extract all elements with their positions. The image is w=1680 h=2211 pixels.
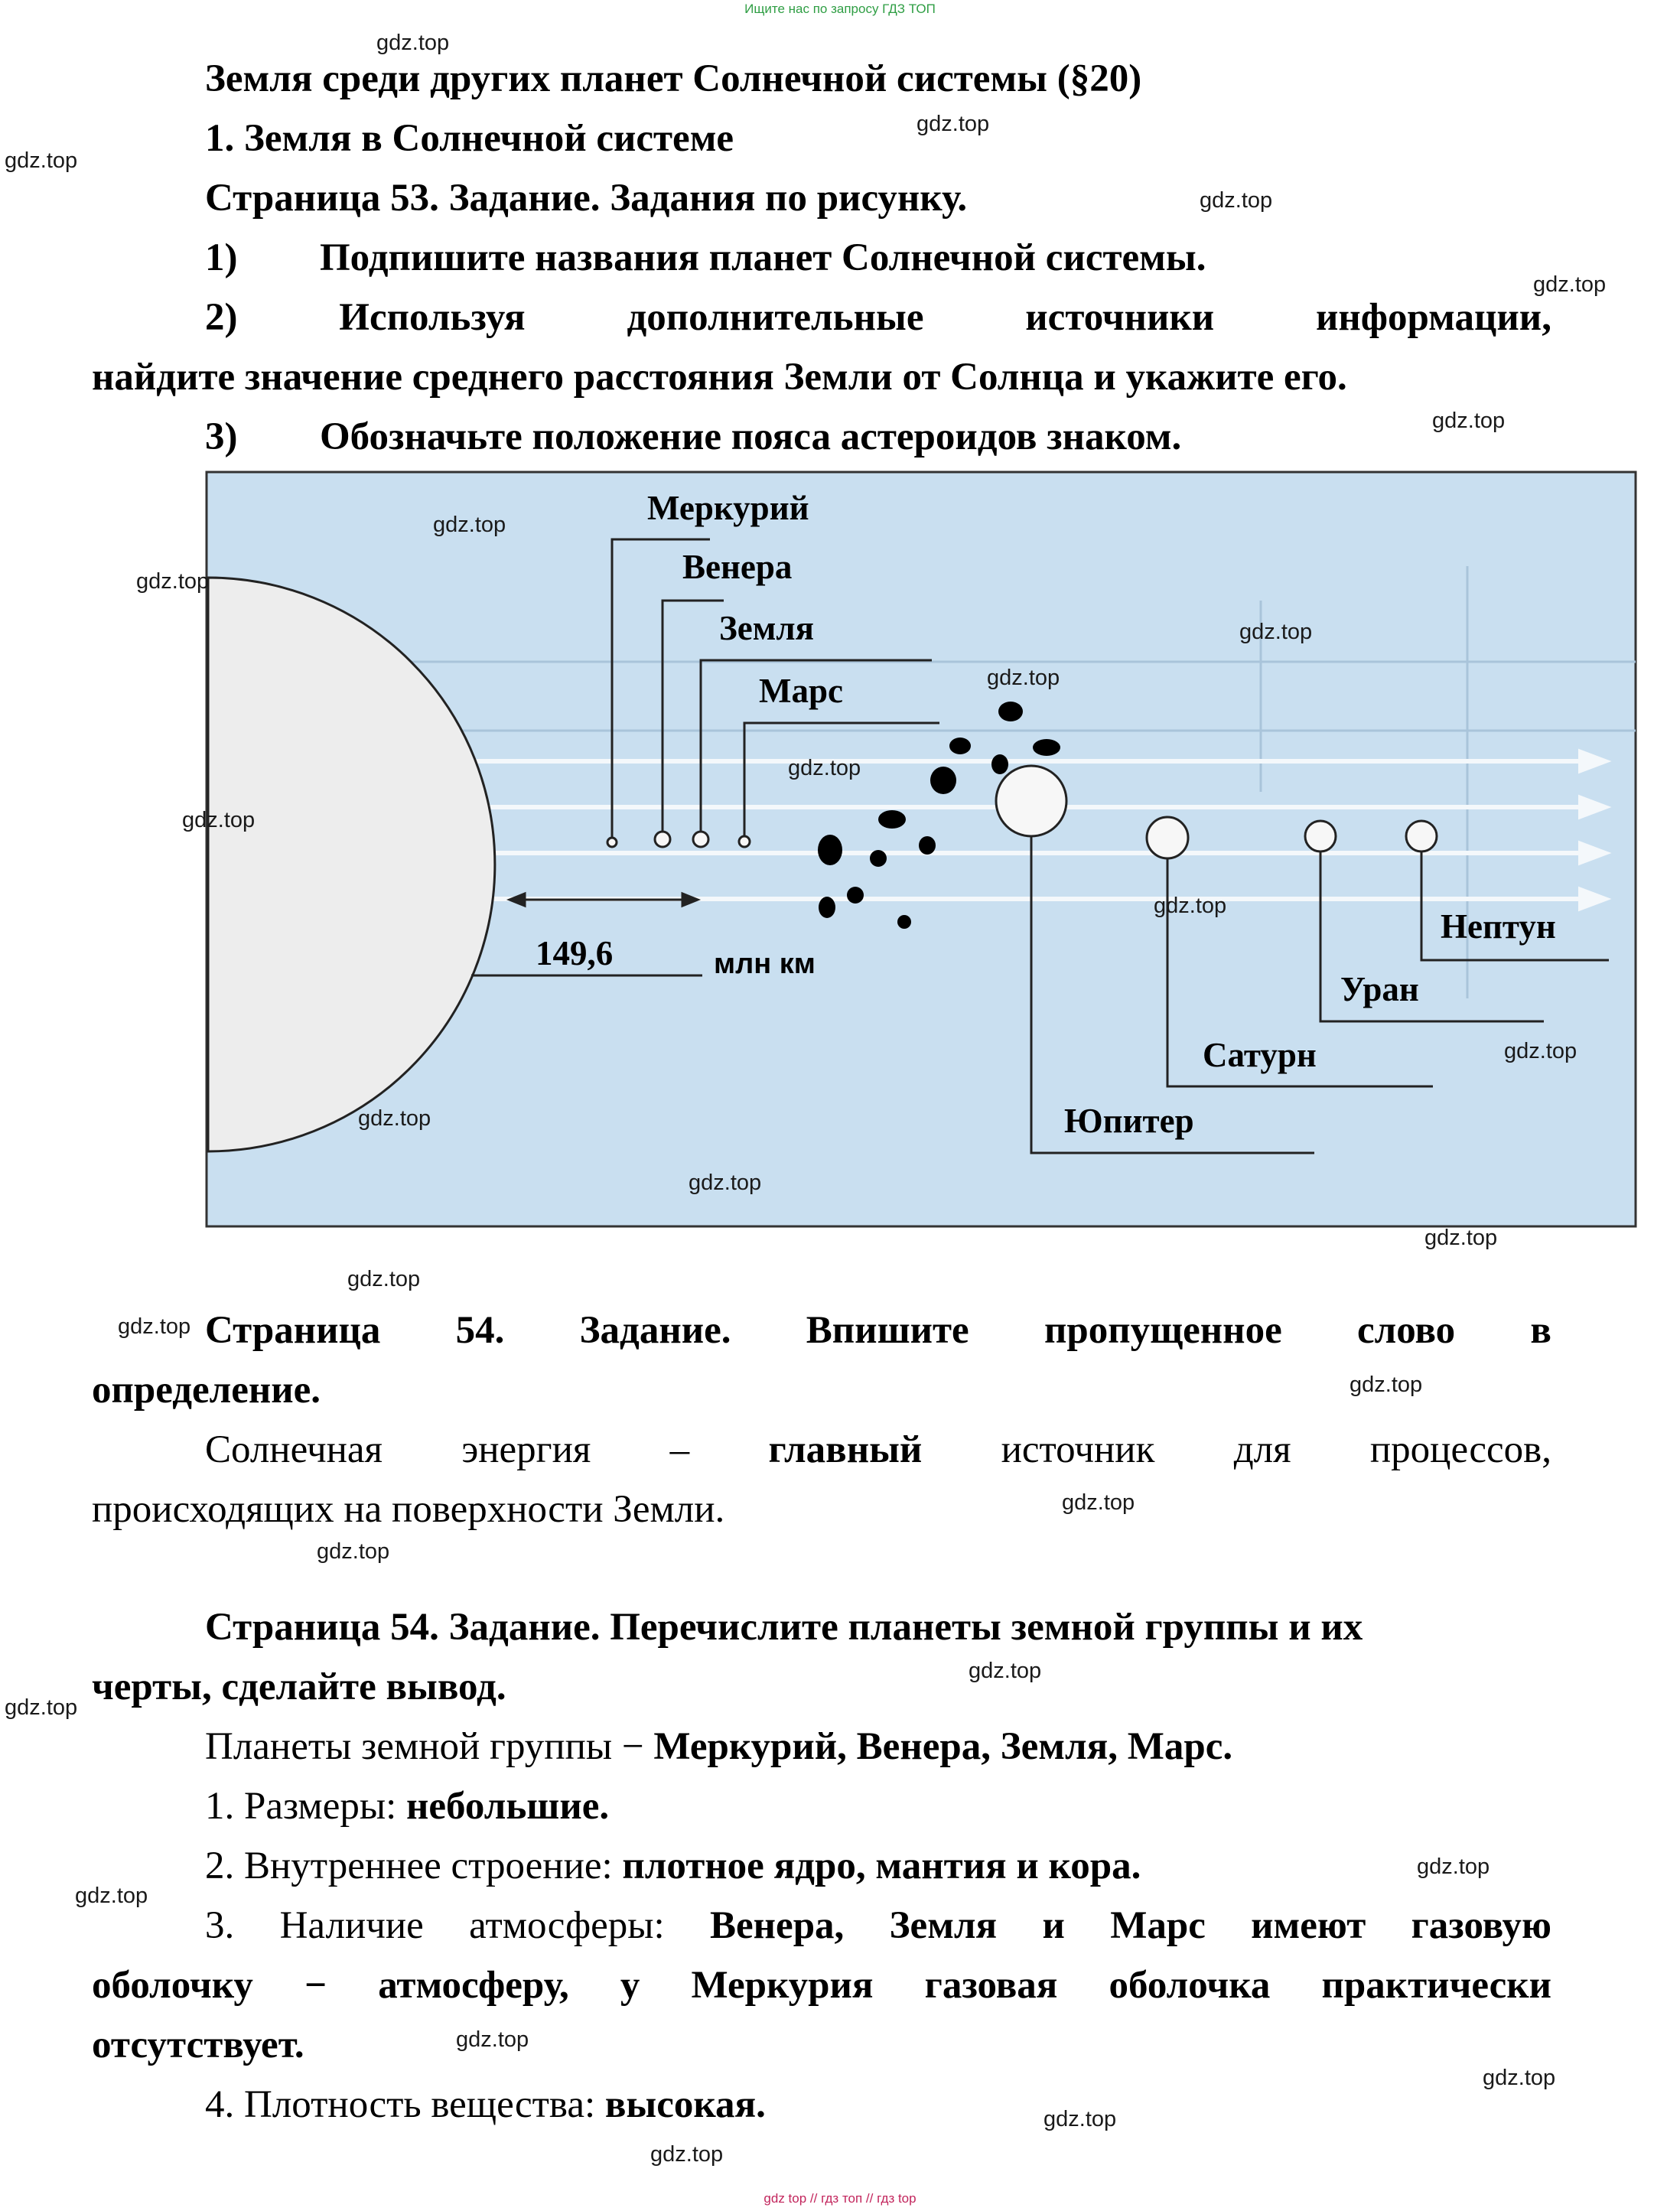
planet-earth: [693, 832, 708, 847]
distance-value: 149,6: [536, 934, 614, 972]
watermark: gdz.top: [788, 756, 861, 780]
watermark: gdz.top: [1432, 409, 1506, 433]
watermark: gdz.top: [433, 513, 506, 537]
task2-heading-line2: определение.: [92, 1369, 321, 1412]
watermark: gdz.top: [5, 1695, 78, 1720]
bottom-banner: gdz top // гдз топ // гдз top: [763, 2191, 917, 2206]
top-banner: Ищите нас по запросу ГДЗ ТОП: [744, 2, 936, 16]
watermark: gdz.top: [1483, 2066, 1556, 2090]
planet-venus: [655, 832, 670, 847]
label-earth: Земля: [719, 609, 814, 647]
task1-item-3: 3) Обозначьте положение пояса астероидов знаком.: [205, 415, 1182, 458]
page-title: Земля среди других планет Солнечной системы (§20): [205, 57, 1142, 100]
watermark: gdz.top: [1154, 894, 1227, 918]
task1-heading: Страница 53. Задание. Задания по рисунку.: [205, 177, 968, 220]
watermark: gdz.top: [456, 2027, 529, 2052]
task3-heading-line2: черты, сделайте вывод.: [92, 1666, 506, 1708]
watermark: gdz.top: [917, 112, 990, 136]
watermark: gdz.top: [1239, 620, 1313, 644]
task2-heading-line1: Страница 54. Задание. Впишите пропущенное слово в: [205, 1309, 1551, 1352]
watermark: gdz.top: [182, 808, 256, 832]
label-uranus: Уран: [1340, 970, 1419, 1008]
watermark: gdz.top: [75, 1884, 148, 1908]
watermark: gdz.top: [650, 2142, 724, 2167]
feature-atmosphere-line2: оболочку − атмосферу, у Меркурия газовая оболочка практически: [92, 1964, 1551, 2007]
label-saturn: Сатурн: [1203, 1036, 1317, 1074]
label-venus: Венера: [682, 548, 793, 586]
planet-mercury: [607, 838, 617, 847]
distance-unit: млн км: [714, 948, 816, 980]
watermark: gdz.top: [1043, 2107, 1117, 2131]
label-jupiter: Юпитер: [1064, 1102, 1194, 1140]
watermark: gdz.top: [1504, 1039, 1577, 1063]
task2-answer-line1: Солнечная энергия – главный источник для процессов,: [205, 1420, 1551, 1480]
watermark: gdz.top: [358, 1106, 431, 1131]
watermark: gdz.top: [1417, 1854, 1490, 1879]
planet-uranus: [1305, 821, 1336, 852]
answer-missing-word: главный: [768, 1428, 923, 1471]
section-title: 1. Земля в Солнечной системе: [205, 117, 734, 160]
watermark: gdz.top: [136, 569, 210, 594]
watermark: gdz.top: [1533, 272, 1607, 297]
watermark: gdz.top: [969, 1659, 1042, 1683]
watermark: gdz.top: [1062, 1490, 1135, 1515]
planet-jupiter: [996, 766, 1066, 836]
task1-item-2-line2: найдите значение среднего расстояния Земли от Солнца и укажите его.: [92, 356, 1347, 399]
label-neptune: Нептун: [1441, 907, 1556, 946]
task3-intro: Планеты земной группы − Меркурий, Венера, Земля, Марс.: [205, 1725, 1233, 1768]
task3-heading-line1: Страница 54. Задание. Перечислите планеты земной группы и их: [205, 1606, 1363, 1649]
task2-answer-line2: происходящих на поверхности Земли.: [92, 1488, 725, 1531]
feature-size: 1. Размеры: небольшие.: [205, 1785, 610, 1828]
label-mars: Марс: [759, 672, 843, 710]
watermark: gdz.top: [376, 31, 450, 55]
watermark: gdz.top: [118, 1314, 191, 1339]
task1-item-1: 1) Подпишите названия планет Солнечной системы.: [205, 236, 1206, 279]
task1-item-2-line1: 2) Используя дополнительные источники информации,: [205, 296, 1551, 339]
watermark: gdz.top: [987, 666, 1060, 690]
feature-atmosphere-line3: отсутствует.: [92, 2024, 304, 2066]
feature-density: 4. Плотность вещества: высокая.: [205, 2083, 766, 2126]
planet-neptune: [1406, 821, 1437, 852]
feature-atmosphere-line1: 3. Наличие атмосферы: Венера, Земля и Марс имеют газовую: [205, 1904, 1551, 1947]
watermark: gdz.top: [1424, 1226, 1498, 1250]
watermark: gdz.top: [1200, 188, 1273, 213]
planet-mars: [739, 836, 750, 847]
feature-structure: 2. Внутреннее строение: плотное ядро, мантия и кора.: [205, 1845, 1141, 1887]
watermark: gdz.top: [1350, 1373, 1423, 1397]
label-mercury: Меркурий: [647, 489, 809, 527]
watermark: gdz.top: [689, 1171, 762, 1195]
watermark: gdz.top: [347, 1267, 421, 1291]
planet-saturn: [1147, 817, 1188, 858]
watermark: gdz.top: [5, 148, 78, 173]
watermark: gdz.top: [317, 1539, 390, 1564]
